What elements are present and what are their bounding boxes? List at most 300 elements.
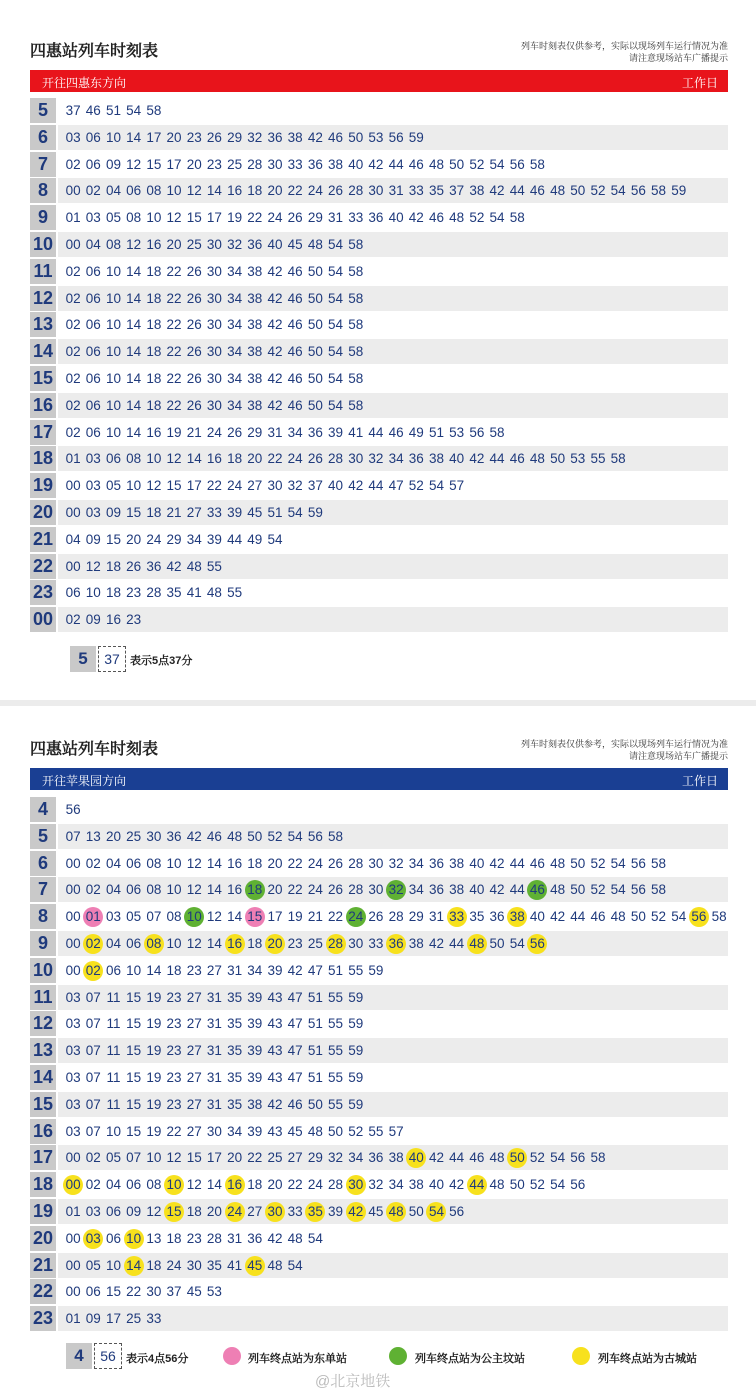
minute: 24 xyxy=(307,855,323,871)
minute: 48 xyxy=(307,236,323,252)
minute: 46 xyxy=(408,156,424,172)
minute: 42 xyxy=(186,828,202,844)
minute: 55 xyxy=(328,1016,344,1032)
minute: 50 xyxy=(550,451,566,467)
minute: 55 xyxy=(328,1096,344,1112)
minute: 11 xyxy=(106,1043,121,1059)
minute: 50 xyxy=(307,1096,323,1112)
minute: 16 xyxy=(146,236,162,252)
minute: 09 xyxy=(85,531,101,547)
minute: 30 xyxy=(368,183,384,199)
minutes-cell xyxy=(58,851,728,876)
minute: 12 xyxy=(206,909,222,925)
page-title: 四惠站列车时刻表 xyxy=(30,741,159,758)
minute: 48 xyxy=(529,451,545,467)
minute: 58 xyxy=(348,370,364,386)
minute: 22 xyxy=(328,909,344,925)
minute: 23 xyxy=(186,1230,202,1246)
minute: 19 xyxy=(146,1096,162,1112)
minutes-cell xyxy=(58,1119,728,1144)
minute: 42 xyxy=(267,1096,283,1112)
minute: 04 xyxy=(105,882,121,898)
minute: 30 xyxy=(267,478,283,494)
minute: 00 xyxy=(65,558,81,574)
minute: 39 xyxy=(206,531,222,547)
minute: 00 xyxy=(65,236,81,252)
minute: 54 xyxy=(610,855,626,871)
minute: 50 xyxy=(408,1203,424,1219)
green-dot-icon xyxy=(389,1347,407,1365)
minute: 16 xyxy=(227,882,243,898)
minute: 04 xyxy=(105,183,121,199)
minute: 06 xyxy=(65,585,81,601)
minute: 58 xyxy=(610,451,626,467)
minute: 31 xyxy=(388,183,404,199)
minute: 03 xyxy=(85,478,101,494)
minute: 31 xyxy=(267,424,283,440)
minute: 10 xyxy=(166,882,182,898)
minute: 26 xyxy=(206,129,222,145)
minute: 35 xyxy=(227,1096,243,1112)
minute: 43 xyxy=(267,989,283,1005)
minute: 42 xyxy=(267,1230,283,1246)
minute: 19 xyxy=(146,1043,162,1059)
hour-cell: 7 xyxy=(30,152,56,177)
minute: 12 xyxy=(166,210,182,226)
page-title: 四惠站列车时刻表 xyxy=(30,43,159,60)
minute: 37 xyxy=(449,183,465,199)
minute: 25 xyxy=(186,236,202,252)
minute: 14 xyxy=(126,344,142,360)
minute-green-marked: 18 xyxy=(245,880,265,900)
minute: 36 xyxy=(428,855,444,871)
minute: 54 xyxy=(489,156,505,172)
minute: 20 xyxy=(166,129,182,145)
watermark: @北京地铁 xyxy=(315,1373,391,1390)
hour-cell: 6 xyxy=(30,125,56,150)
minute: 22 xyxy=(166,290,182,306)
minute: 38 xyxy=(247,1096,263,1112)
minute: 36 xyxy=(247,236,263,252)
minute: 52 xyxy=(469,210,485,226)
minute: 25 xyxy=(126,828,142,844)
minute: 52 xyxy=(590,882,606,898)
minute-yellow-marked: 16 xyxy=(225,934,245,954)
minute: 51 xyxy=(328,962,344,978)
minute: 23 xyxy=(166,1043,182,1059)
minute: 29 xyxy=(227,129,243,145)
minute: 10 xyxy=(105,263,121,279)
minute: 56 xyxy=(449,1203,465,1219)
minute: 36 xyxy=(307,424,323,440)
minute: 36 xyxy=(166,828,182,844)
minute: 12 xyxy=(146,1203,162,1219)
minute: 42 xyxy=(489,183,505,199)
minute: 46 xyxy=(529,855,545,871)
minute: 50 xyxy=(307,263,323,279)
minute: 59 xyxy=(307,504,323,520)
minute: 50 xyxy=(570,855,586,871)
minute: 10 xyxy=(146,451,162,467)
minute: 06 xyxy=(85,317,101,333)
minutes-cell xyxy=(58,1038,728,1063)
minute: 04 xyxy=(105,1177,121,1193)
minute-yellow-marked: 28 xyxy=(326,934,346,954)
minute: 58 xyxy=(590,1150,606,1166)
minute-green-marked: 10 xyxy=(184,907,204,927)
minute: 39 xyxy=(328,424,344,440)
hour-cell: 8 xyxy=(30,178,56,203)
minute: 15 xyxy=(166,478,182,494)
minute: 52 xyxy=(348,1123,364,1139)
minutes-cell xyxy=(58,607,728,632)
minute: 15 xyxy=(126,1069,142,1085)
minute: 05 xyxy=(105,1150,121,1166)
minute: 10 xyxy=(105,1257,121,1273)
hour-cell: 23 xyxy=(30,580,56,605)
minute: 30 xyxy=(206,317,222,333)
notice-line-1: 列车时刻表仅供参考，实际以现场列车运行情况为准 xyxy=(520,739,728,749)
minute: 17 xyxy=(206,1150,222,1166)
minute: 48 xyxy=(186,558,202,574)
minute: 14 xyxy=(146,962,162,978)
minute: 54 xyxy=(550,1177,566,1193)
minute: 58 xyxy=(651,882,667,898)
minute: 29 xyxy=(247,424,263,440)
table-row xyxy=(30,823,728,850)
minute: 14 xyxy=(206,935,222,951)
minute: 44 xyxy=(227,531,243,547)
minute: 02 xyxy=(65,263,81,279)
minute: 56 xyxy=(630,183,646,199)
minute: 54 xyxy=(307,1230,323,1246)
minute-yellow-marked: 10 xyxy=(164,1175,184,1195)
minute: 10 xyxy=(126,962,142,978)
minute: 18 xyxy=(146,397,162,413)
minute: 50 xyxy=(449,156,465,172)
hour-cell: 17 xyxy=(30,420,56,445)
minute: 19 xyxy=(146,1069,162,1085)
minutes-cell xyxy=(58,797,728,822)
minute: 57 xyxy=(388,1123,404,1139)
minute: 44 xyxy=(489,451,505,467)
minute: 14 xyxy=(206,1177,222,1193)
minute-yellow-marked: 03 xyxy=(83,1229,103,1249)
hour-cell: 14 xyxy=(30,1065,56,1090)
minute: 17 xyxy=(186,478,202,494)
table-row xyxy=(30,553,728,580)
minute: 39 xyxy=(247,989,263,1005)
minute: 31 xyxy=(206,1043,222,1059)
minute: 24 xyxy=(166,1257,182,1273)
minute: 51 xyxy=(307,1016,323,1032)
minute: 39 xyxy=(247,1069,263,1085)
minute: 23 xyxy=(186,962,202,978)
minute: 43 xyxy=(267,1043,283,1059)
minute: 33 xyxy=(206,504,222,520)
minute: 42 xyxy=(489,855,505,871)
minute: 06 xyxy=(85,156,101,172)
minute: 44 xyxy=(449,1150,465,1166)
minute: 28 xyxy=(328,1177,344,1193)
minute: 32 xyxy=(227,236,243,252)
minute: 52 xyxy=(590,183,606,199)
minute: 12 xyxy=(186,1177,202,1193)
minute: 29 xyxy=(408,909,424,925)
minute-yellow-marked: 00 xyxy=(63,1175,83,1195)
minutes-cell xyxy=(58,393,728,418)
minute: 50 xyxy=(509,1177,525,1193)
minute: 27 xyxy=(186,1016,202,1032)
table-row xyxy=(30,258,728,285)
minute: 50 xyxy=(630,909,646,925)
minute: 00 xyxy=(65,935,81,951)
minute: 02 xyxy=(65,424,81,440)
hour-cell: 8 xyxy=(30,904,56,929)
hour-cell: 22 xyxy=(30,1279,56,1304)
minute-yellow-marked: 50 xyxy=(507,1148,527,1168)
minute: 30 xyxy=(146,1284,162,1300)
minute: 08 xyxy=(166,909,182,925)
hour-cell: 9 xyxy=(30,205,56,230)
minute: 42 xyxy=(469,451,485,467)
minute: 48 xyxy=(267,1257,283,1273)
minute: 15 xyxy=(126,504,142,520)
minute: 23 xyxy=(287,935,303,951)
minute: 42 xyxy=(348,478,364,494)
minute-yellow-marked: 02 xyxy=(83,961,103,981)
minute: 51 xyxy=(105,103,121,118)
minute: 56 xyxy=(388,129,404,145)
minute: 50 xyxy=(307,344,323,360)
minute: 06 xyxy=(85,1284,101,1300)
minute: 58 xyxy=(348,290,364,306)
table-row xyxy=(30,1171,728,1198)
yellow-dot-icon xyxy=(572,1347,590,1365)
minute: 50 xyxy=(307,290,323,306)
minute: 00 xyxy=(65,855,81,871)
minute: 27 xyxy=(186,1043,202,1059)
minute: 48 xyxy=(428,156,444,172)
minute: 52 xyxy=(590,855,606,871)
minute: 08 xyxy=(146,183,162,199)
minute: 18 xyxy=(146,317,162,333)
minute: 20 xyxy=(105,828,121,844)
hour-cell: 12 xyxy=(30,1011,56,1036)
minute: 15 xyxy=(146,156,162,172)
minute: 02 xyxy=(85,855,101,871)
minute: 12 xyxy=(146,478,162,494)
minute: 55 xyxy=(368,1123,384,1139)
minute: 38 xyxy=(247,263,263,279)
minute: 50 xyxy=(307,397,323,413)
minute: 48 xyxy=(550,855,566,871)
minute: 00 xyxy=(65,909,81,925)
minute: 18 xyxy=(247,935,263,951)
minute: 12 xyxy=(186,882,202,898)
minute: 09 xyxy=(105,156,121,172)
minute: 31 xyxy=(206,1096,222,1112)
table-row xyxy=(30,876,728,903)
minute: 45 xyxy=(287,1123,303,1139)
minute: 55 xyxy=(328,1043,344,1059)
table-row xyxy=(30,392,728,419)
minute: 08 xyxy=(146,1177,162,1193)
minute-yellow-marked: 48 xyxy=(467,934,487,954)
minute: 38 xyxy=(449,855,465,871)
minute: 50 xyxy=(348,129,364,145)
minute: 38 xyxy=(408,1177,424,1193)
table-row xyxy=(30,1064,728,1091)
minute: 10 xyxy=(105,317,121,333)
table-row xyxy=(30,930,728,957)
minute: 43 xyxy=(267,1123,283,1139)
minute: 46 xyxy=(287,263,303,279)
minute: 44 xyxy=(570,909,586,925)
minute: 38 xyxy=(247,397,263,413)
minute: 40 xyxy=(328,478,344,494)
minute: 35 xyxy=(227,1016,243,1032)
minutes-cell xyxy=(58,125,728,150)
minute: 47 xyxy=(388,478,404,494)
minute: 06 xyxy=(126,855,142,871)
minute: 02 xyxy=(65,370,81,386)
minutes-cell xyxy=(58,420,728,445)
minute: 34 xyxy=(227,290,243,306)
table-row xyxy=(30,499,728,526)
minute: 10 xyxy=(105,344,121,360)
minute: 55 xyxy=(590,451,606,467)
minute: 50 xyxy=(307,317,323,333)
minute: 27 xyxy=(186,989,202,1005)
minute: 46 xyxy=(287,344,303,360)
minute: 04 xyxy=(85,236,101,252)
minute: 50 xyxy=(247,828,263,844)
table-row xyxy=(30,338,728,365)
hour-cell: 14 xyxy=(30,339,56,364)
minute: 19 xyxy=(227,210,243,226)
minute: 46 xyxy=(287,317,303,333)
minute: 46 xyxy=(469,1150,485,1166)
minute: 46 xyxy=(428,210,444,226)
minute: 26 xyxy=(328,183,344,199)
minute: 48 xyxy=(449,210,465,226)
minute-yellow-marked: 24 xyxy=(225,1202,245,1222)
minute: 19 xyxy=(146,1123,162,1139)
hour-cell: 20 xyxy=(30,1226,56,1251)
pink-dot-icon xyxy=(223,1347,241,1365)
table-row xyxy=(30,1118,728,1145)
minute: 56 xyxy=(509,156,525,172)
minute: 12 xyxy=(85,558,101,574)
table-row xyxy=(30,606,728,633)
minute: 54 xyxy=(550,1150,566,1166)
minute: 50 xyxy=(489,935,505,951)
minute: 07 xyxy=(85,1016,101,1032)
minute: 28 xyxy=(348,882,364,898)
minute: 05 xyxy=(85,1257,101,1273)
minute: 26 xyxy=(328,855,344,871)
minute: 29 xyxy=(307,210,323,226)
minute: 10 xyxy=(105,1123,121,1139)
minute: 08 xyxy=(126,451,142,467)
minute: 34 xyxy=(408,882,424,898)
minute: 16 xyxy=(227,855,243,871)
minute: 54 xyxy=(509,935,525,951)
minute: 42 xyxy=(267,370,283,386)
minute: 30 xyxy=(368,882,384,898)
minute: 45 xyxy=(287,236,303,252)
minute-yellow-marked: 33 xyxy=(447,907,467,927)
minute: 22 xyxy=(247,210,263,226)
minute: 09 xyxy=(105,504,121,520)
minute: 51 xyxy=(307,1069,323,1085)
minute: 52 xyxy=(529,1150,545,1166)
minute: 14 xyxy=(186,451,202,467)
minute: 54 xyxy=(428,478,444,494)
notice-line-2: 请注意现场站车广播提示 xyxy=(628,751,728,761)
minute-yellow-marked: 42 xyxy=(346,1202,366,1222)
hour-cell: 6 xyxy=(30,851,56,876)
minute: 30 xyxy=(206,344,222,360)
table-row xyxy=(30,1198,728,1225)
minute: 38 xyxy=(388,1150,404,1166)
minute: 54 xyxy=(610,882,626,898)
minute: 02 xyxy=(65,397,81,413)
minute: 20 xyxy=(247,451,263,467)
minute: 20 xyxy=(267,183,283,199)
minute: 36 xyxy=(428,882,444,898)
hour-cell: 17 xyxy=(30,1145,56,1170)
minute: 42 xyxy=(166,558,182,574)
minute: 14 xyxy=(206,882,222,898)
minute: 32 xyxy=(368,1177,384,1193)
minute: 54 xyxy=(328,344,344,360)
minutes-cell xyxy=(58,312,728,337)
minute: 58 xyxy=(348,344,364,360)
minute: 09 xyxy=(126,1203,142,1219)
minute: 34 xyxy=(227,263,243,279)
minute: 59 xyxy=(348,1016,364,1032)
table-row xyxy=(30,957,728,984)
minute: 21 xyxy=(307,909,323,925)
minute: 36 xyxy=(368,210,384,226)
minute: 45 xyxy=(247,504,263,520)
minute: 54 xyxy=(328,263,344,279)
minute: 48 xyxy=(610,909,626,925)
minutes-cell xyxy=(58,366,728,391)
minute: 22 xyxy=(166,317,182,333)
minute: 20 xyxy=(166,236,182,252)
minute: 27 xyxy=(186,1096,202,1112)
legend-hour: 4 xyxy=(66,1343,92,1369)
minute: 58 xyxy=(348,236,364,252)
minute: 07 xyxy=(85,1096,101,1112)
hour-cell: 13 xyxy=(30,1038,56,1063)
minute: 32 xyxy=(368,451,384,467)
minute: 14 xyxy=(126,397,142,413)
minute: 51 xyxy=(428,424,444,440)
table-row xyxy=(30,124,728,151)
minute: 00 xyxy=(65,1230,81,1246)
minute: 46 xyxy=(206,828,222,844)
minute: 10 xyxy=(105,129,121,145)
minute: 28 xyxy=(146,585,162,601)
minute: 27 xyxy=(287,1150,303,1166)
minute: 22 xyxy=(126,1284,142,1300)
minute: 42 xyxy=(408,210,424,226)
table-row xyxy=(30,796,728,823)
